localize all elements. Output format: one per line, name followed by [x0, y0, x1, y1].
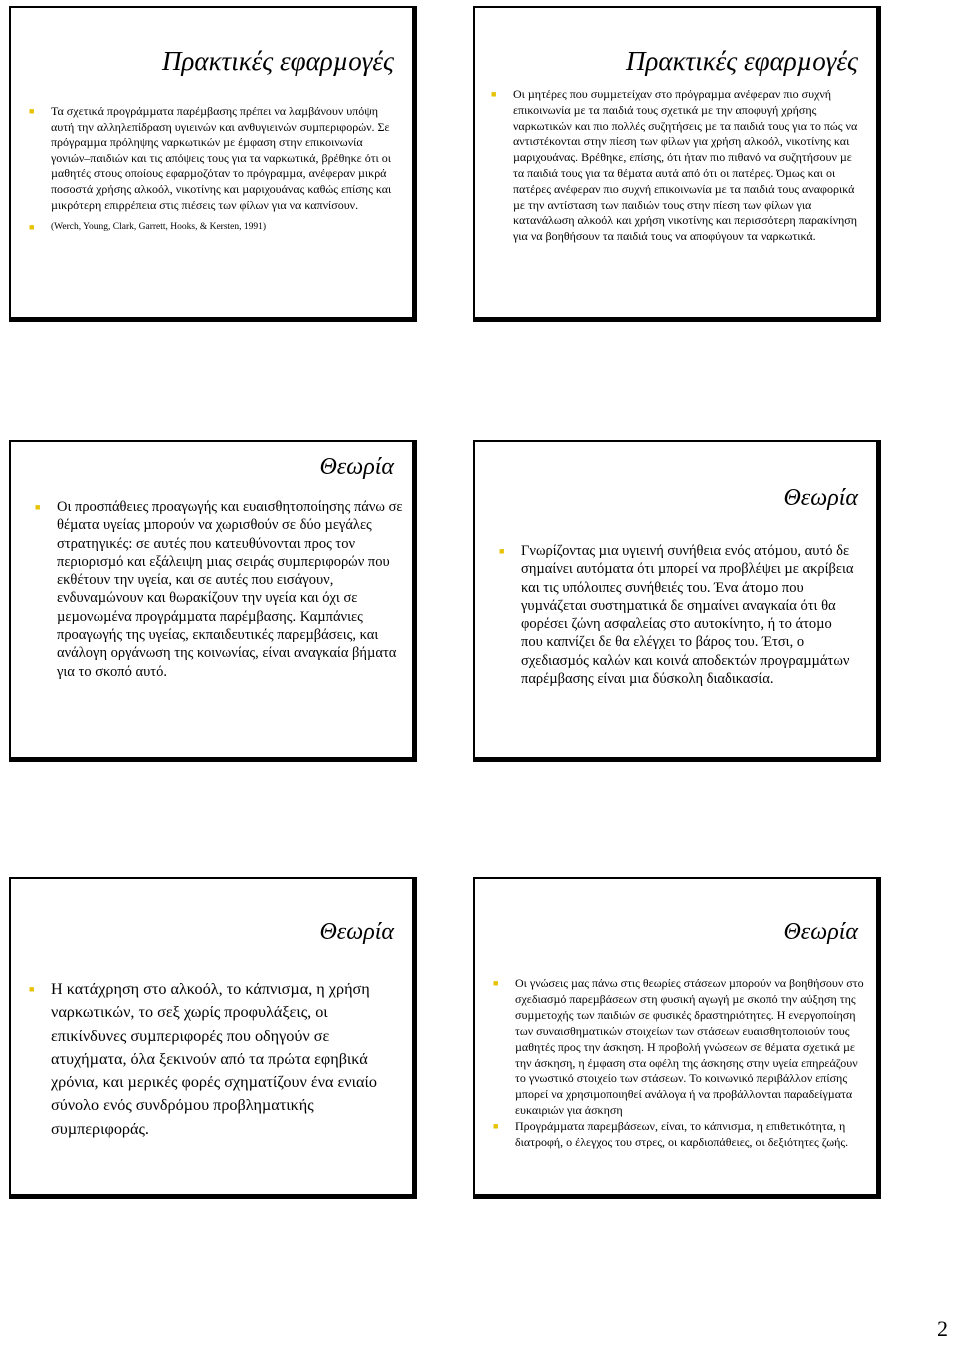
- bullet-icon: ■: [491, 89, 497, 99]
- bullet-icon: ■: [29, 222, 35, 233]
- slide-2: [473, 6, 881, 322]
- bullet-text: Η κατάχρηση στο αλκοόλ, το κάπνισµα, η χρήση ναρκωτικών, το σεξ χωρίς προφυλάξεις, οι επικίνδυνες συµπεριφορές που οδηγούν σε ατυχήµατα, όλα ξεκινούν από τα πρώτα εφηβικά χρόνια, και µερικές φορές σχηµατίζουν ένα ενιαίο σύνολο ενός συνδρόµου προβληµατικής συµπεριφοράς.: [51, 980, 377, 1138]
- bullet-list: [27, 104, 399, 234]
- bullet-text: Τα σχετικά προγράµµατα παρέµβασης πρέπει να λαµβάνουν υπόψη αυτή την αλληλεπίδραση υγιεινών και ανθυγιεινών συµπεριφορών. Σε πρόγραµµα πρόληψης ναρκωτικών µε έµφαση στην επικοινωνία γονιών–παιδιών και τις απόψεις τους για τα ναρκωτικά, βρέθηκε ότι οι µαθητές στους οποίους εφαρµοζόταν το πρόγραµµα, ανέφεραν µικρά ποσοστά χρήσης αλκοόλ, νικοτίνης και µαριχουάνας καθώς επίσης και µικρότερη επιρρέπεια στις πιέσεις των φίλων για να καπνίσουν.: [51, 104, 392, 212]
- slide-3: [9, 440, 417, 762]
- bullet-list: [491, 976, 867, 1151]
- slide-title: Θεωρία: [783, 919, 858, 945]
- bullet-icon: ■: [493, 978, 499, 988]
- list-item: [33, 498, 405, 681]
- list-item: [491, 976, 867, 1119]
- list-item: [27, 221, 399, 234]
- bullet-list: [33, 498, 405, 681]
- bullet-list: [27, 978, 403, 1141]
- bullet-list: [489, 87, 865, 245]
- slide-5: [9, 877, 417, 1199]
- bullet-text: Οι γνώσεις µας πάνω στις θεωρίες στάσεων µπορούν να βοηθήσουν στο σχεδιασµό παρεµβάσεων στη φυσική αγωγή µε σκοπό την αύξηση της συµµετοχής των παιδιών σε φυσικές δραστηριότητες. Η ενεργοποίηση των συναισθηµατικών στοιχείων των στάσεων ευαισθητοποιούν τους µαθητές προς την άσκηση. Η προβολή γνώσεων σε θέµατα σχετικά µε την άσκηση, η έµφαση στα οφέλη της άσκησης στην υγεία επηρεάζουν το γνωστικό στοιχείο των στάσεων. Το κοινωνικό περιβάλλον επίσης µπορεί να χρησιµοποιηθεί ανάλογα ή να προβάλλονται παραδείγµατα ευκαιριών για άσκηση: [515, 976, 864, 1118]
- bullet-icon: ■: [35, 502, 41, 512]
- bullet-list: [497, 542, 857, 688]
- slide-title: Θεωρία: [783, 485, 858, 511]
- bullet-text: Οι προσπάθειες προαγωγής και ευαισθητοποίησης πάνω σε θέµατα υγείας µπορούν να χωρισθούν σε δύο µεγάλες στρατηγικές: σε αυτές που κατευθύνονται προς τον περιορισµό και εξάλειψη µιας σειράς συµπεριφορών που εκθέτουν την υγεία, και σε αυτές που εισάγουν, ενδυναµώνουν και θωρακίζουν την υγεία και όχι σε µεµονωµένα προγράµµατα παρέµβασης. Καµπάνιες προαγωγής της υγείας, εκπαιδευτικές παρεµβάσεις, και ανάλογη οργάνωση της κοινωνίας, είναι αναγκαία βήµατα για το σκοπό αυτό.: [57, 499, 403, 680]
- slide-6: [473, 877, 881, 1199]
- slide-title: Θεωρία: [319, 454, 394, 480]
- bullet-text: Προγράµµατα παρεµβάσεων, είναι, το κάπνισµα, η επιθετικότητα, η διατροφή, ο έλεγχος του στρες, οι καρδιοπάθειες, οι δεξιότητες ζωής.: [515, 1119, 849, 1150]
- slide-4: [473, 440, 881, 762]
- bullet-icon: ■: [499, 546, 505, 556]
- slide-title: Θεωρία: [319, 919, 394, 945]
- bullet-icon: ■: [493, 1121, 499, 1132]
- list-item: [27, 104, 399, 213]
- bullet-icon: ■: [29, 984, 35, 994]
- bullet-icon: ■: [29, 106, 35, 116]
- list-item: [489, 87, 865, 245]
- list-item: [491, 1119, 867, 1151]
- page-number: 2: [937, 1316, 948, 1341]
- slide-title: Πρακτικές εφαρµογές: [625, 46, 858, 76]
- list-item: [497, 542, 857, 688]
- slide-title: Πρακτικές εφαρµογές: [161, 46, 394, 76]
- list-item: [27, 978, 403, 1141]
- bullet-text: Οι µητέρες που συµµετείχαν στο πρόγραµµα ανέφεραν πιο συχνή επικοινωνία µε τα παιδιά τους σχετικά µε την αποφυγή χρήσης ναρκωτικών και πιο πολλές συζητήσεις µε τα παιδιά τους για το πώς να αντιστέκονται στην πίεση των φίλων για χρήση αλκοόλ, νικοτίνης και µαριχουάνας. Βρέθηκε, επίσης, ότι ήταν πιο πιθανό να συζητήσουν µε τα παιδιά τους για τα θέµατα αυτά από ότι οι πατέρες. Όµως και οι πατέρες ανέφεραν πιο συχνή επικοινωνία µε τα παιδιά τους αναφορικά µε την αντίσταση των παιδιών τους στην πίεση των φίλων για κατανάλωση αλκοόλ και χρήση νικοτίνης και περισσότερη παρακίνηση για να βοηθήσουν τα παιδιά τους να αποφύγουν τα ναρκωτικά.: [513, 87, 858, 244]
- bullet-text: Γνωρίζοντας µια υγιεινή συνήθεια ενός ατόµου, αυτό δε σηµαίνει αυτόµατα ότι µπορεί να προβλέψει µε ακρίβεια και τις υπόλοιπες συνήθειές του. Ένα άτοµο που γυµνάζεται συστηµατικά δε σηµαίνει αναγκαία ότι θα φορέσει ζώνη ασφαλείας στο αυτοκίνητο, ή το άτοµο που καπνίζει δε θα ελέγχει το βάρος του. Έτσι, ο σχεδιασµός καλών και κοινά αποδεκτών προγραµµάτων παρέµβασης είναι µια δύσκολη διαδικασία.: [521, 543, 854, 688]
- citation-text: (Werch, Young, Clark, Garrett, Hooks, & Kersten, 1991): [51, 222, 267, 233]
- slide-1: [9, 6, 417, 322]
